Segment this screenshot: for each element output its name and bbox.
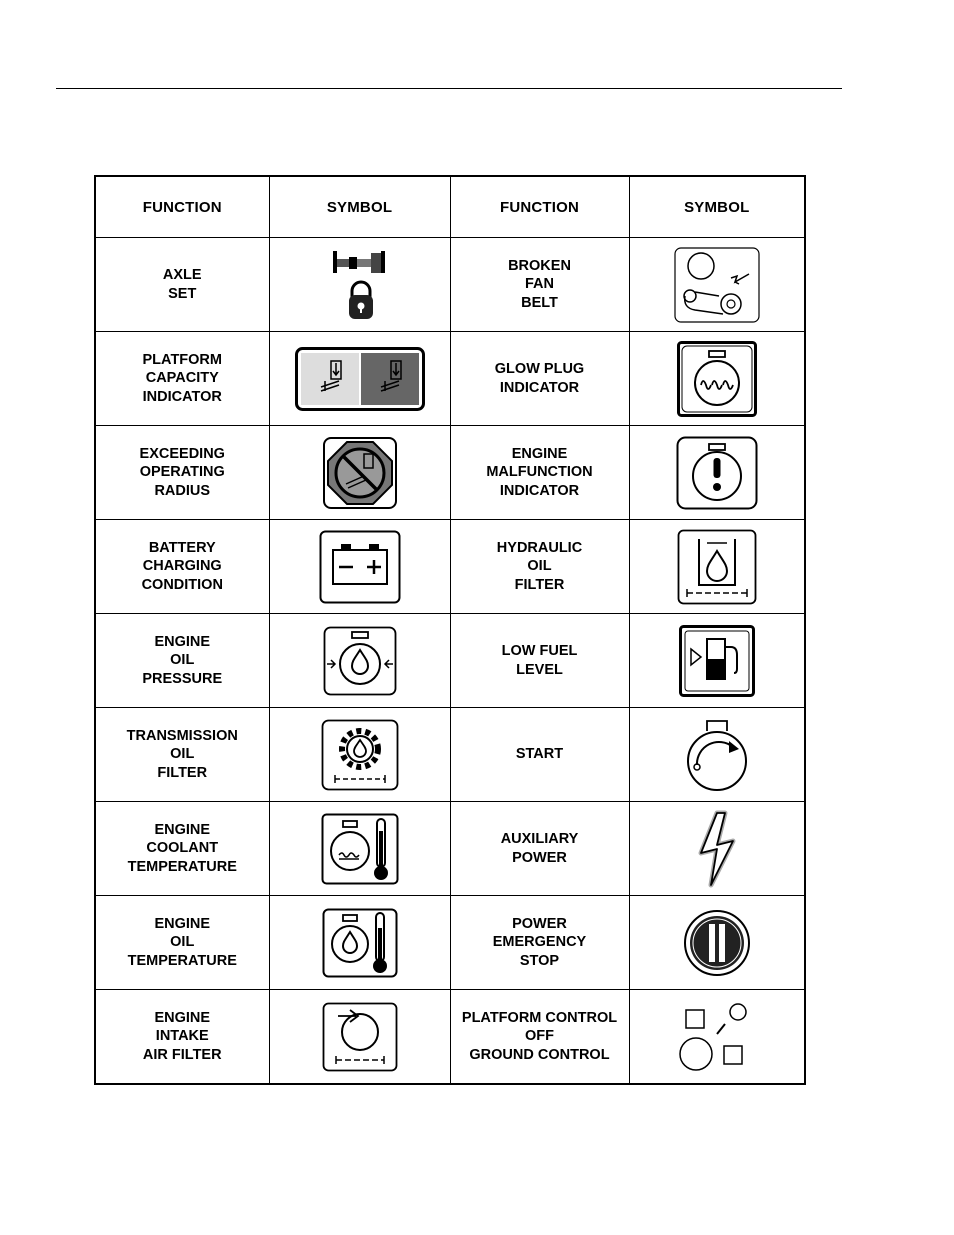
axle-set-icon xyxy=(325,245,395,325)
function-label: AUXILIARY POWER xyxy=(450,802,629,896)
header-function-1: FUNCTION xyxy=(95,176,269,238)
platform-capacity-icon xyxy=(295,347,425,411)
function-label: EXCEEDING OPERATING RADIUS xyxy=(95,426,269,520)
header-function-2: FUNCTION xyxy=(450,176,629,238)
air-filter-icon xyxy=(322,1002,398,1072)
top-rule xyxy=(56,88,842,89)
function-label: START xyxy=(450,708,629,802)
table-row xyxy=(95,990,805,1085)
table-row xyxy=(95,708,805,802)
function-label: LOW FUEL LEVEL xyxy=(450,614,629,708)
engine-coolant-temp-icon xyxy=(321,813,399,885)
symbols-table xyxy=(94,175,806,1085)
engine-malfunction-icon xyxy=(676,436,758,510)
function-label: PLATFORM CONTROL OFF GROUND CONTROL xyxy=(450,990,629,1085)
function-label: ENGINE INTAKE AIR FILTER xyxy=(95,990,269,1085)
exceeding-radius-icon xyxy=(322,436,398,510)
table-row xyxy=(95,802,805,896)
function-label: BATTERY CHARGING CONDITION xyxy=(95,520,269,614)
function-label: ENGINE COOLANT TEMPERATURE xyxy=(95,802,269,896)
broken-fan-belt-icon xyxy=(673,246,761,324)
function-label: ENGINE OIL PRESSURE xyxy=(95,614,269,708)
table-row xyxy=(95,896,805,990)
function-label: PLATFORM CAPACITY INDICATOR xyxy=(95,332,269,426)
table-row xyxy=(95,426,805,520)
engine-oil-temp-icon xyxy=(322,908,398,978)
function-label: BROKEN FAN BELT xyxy=(450,238,629,332)
function-label: HYDRAULIC OIL FILTER xyxy=(450,520,629,614)
low-fuel-icon xyxy=(679,625,755,697)
glow-plug-icon xyxy=(677,341,757,417)
header-symbol-2: SYMBOL xyxy=(629,176,805,238)
hydraulic-oil-filter-icon xyxy=(677,529,757,605)
function-label: ENGINE OIL TEMPERATURE xyxy=(95,896,269,990)
function-label: ENGINE MALFUNCTION INDICATOR xyxy=(450,426,629,520)
header-symbol-1: SYMBOL xyxy=(269,176,450,238)
auxiliary-power-icon xyxy=(695,809,739,889)
table-row xyxy=(95,332,805,426)
start-icon xyxy=(685,717,749,793)
table-row xyxy=(95,238,805,332)
table-row xyxy=(95,520,805,614)
function-label: POWER EMERGENCY STOP xyxy=(450,896,629,990)
function-label: TRANSMISSION OIL FILTER xyxy=(95,708,269,802)
function-label: GLOW PLUG INDICATOR xyxy=(450,332,629,426)
table-row xyxy=(95,614,805,708)
battery-icon xyxy=(319,530,401,604)
function-label: AXLE SET xyxy=(95,238,269,332)
header-row xyxy=(95,176,805,238)
control-selector-icon xyxy=(677,1002,757,1072)
engine-oil-pressure-icon xyxy=(323,626,397,696)
transmission-oil-filter-icon xyxy=(321,719,399,791)
emergency-stop-icon xyxy=(682,908,752,978)
